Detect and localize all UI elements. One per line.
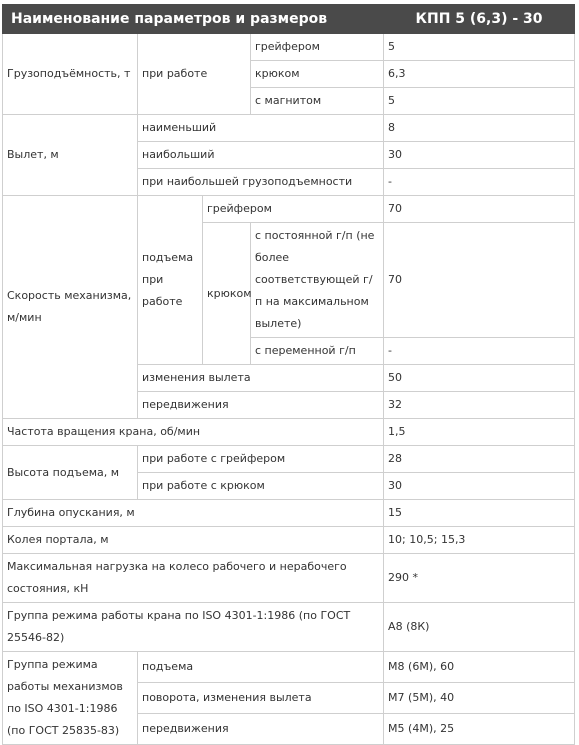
subparam-label: при работе с грейфером	[138, 446, 384, 473]
mode-label: грейфером	[251, 34, 384, 61]
mode-label: крюком	[251, 61, 384, 88]
subparam-label: подъема при работе	[138, 196, 203, 365]
mode-label: грейфером	[203, 196, 384, 223]
value-cell: 28	[384, 446, 575, 473]
table-row	[3, 652, 575, 683]
value-cell: 8	[384, 115, 575, 142]
value-cell: 32	[384, 392, 575, 419]
mode-detail: с постоянной г/п (не более соответствующей г/п на максимальном вылете)	[251, 223, 384, 338]
subparam-label: при работе с крюком	[138, 473, 384, 500]
value-cell: М5 (4М), 25	[384, 714, 575, 745]
value-cell: 30	[384, 142, 575, 169]
value-cell: М8 (6М), 60	[384, 652, 575, 683]
param-label: Грузоподъёмность, т	[3, 34, 138, 115]
table-row	[3, 446, 575, 473]
value-cell: 5	[384, 34, 575, 61]
subparam-label: передвижения	[138, 714, 384, 745]
table-row	[3, 527, 575, 554]
param-label: Высота подъема, м	[3, 446, 138, 500]
subparam-label: наименьший	[138, 115, 384, 142]
subparam-label: подъема	[138, 652, 384, 683]
param-label: Группа режима работы крана по ISO 4301-1:1986 (по ГОСТ 25546-82)	[3, 603, 384, 652]
header-param: Наименование параметров и размеров	[3, 5, 384, 34]
value-cell: -	[384, 169, 575, 196]
value-cell: 290 *	[384, 554, 575, 603]
param-label: Глубина опускания, м	[3, 500, 384, 527]
table-row	[3, 603, 575, 652]
table-row	[3, 500, 575, 527]
header-value: КПП 5 (6,3) - 30	[384, 5, 575, 34]
value-cell: 10; 10,5; 15,3	[384, 527, 575, 554]
param-label: Вылет, м	[3, 115, 138, 196]
param-label: Группа режима работы механизмов по ISO 4301-1:1986 (по ГОСТ 25835-83)	[3, 652, 138, 745]
subparam-label: поворота, изменения вылета	[138, 683, 384, 714]
table-row	[3, 554, 575, 603]
specs-table	[2, 4, 575, 745]
mode-label: крюком	[203, 223, 251, 365]
value-cell: 1,5	[384, 419, 575, 446]
value-cell: 6,3	[384, 61, 575, 88]
table-row	[3, 196, 575, 223]
subparam-label: при наибольшей грузоподъемности	[138, 169, 384, 196]
header-row	[3, 5, 575, 34]
subparam-label: при работе	[138, 34, 251, 115]
table-row	[3, 34, 575, 61]
param-label: Колея портала, м	[3, 527, 384, 554]
value-cell: 70	[384, 223, 575, 338]
subparam-label: передвижения	[138, 392, 384, 419]
param-label: Скорость механизма, м/мин	[3, 196, 138, 419]
value-cell: -	[384, 338, 575, 365]
table-row	[3, 115, 575, 142]
mode-label: с магнитом	[251, 88, 384, 115]
subparam-label: наибольший	[138, 142, 384, 169]
value-cell: 5	[384, 88, 575, 115]
value-cell: М7 (5М), 40	[384, 683, 575, 714]
mode-detail: с переменной г/п	[251, 338, 384, 365]
value-cell: 50	[384, 365, 575, 392]
param-label: Частота вращения крана, об/мин	[3, 419, 384, 446]
table-row	[3, 419, 575, 446]
param-label: Максимальная нагрузка на колесо рабочего и нерабочего состояния, кН	[3, 554, 384, 603]
value-cell: А8 (8К)	[384, 603, 575, 652]
value-cell: 15	[384, 500, 575, 527]
value-cell: 70	[384, 196, 575, 223]
value-cell: 30	[384, 473, 575, 500]
subparam-label: изменения вылета	[138, 365, 384, 392]
